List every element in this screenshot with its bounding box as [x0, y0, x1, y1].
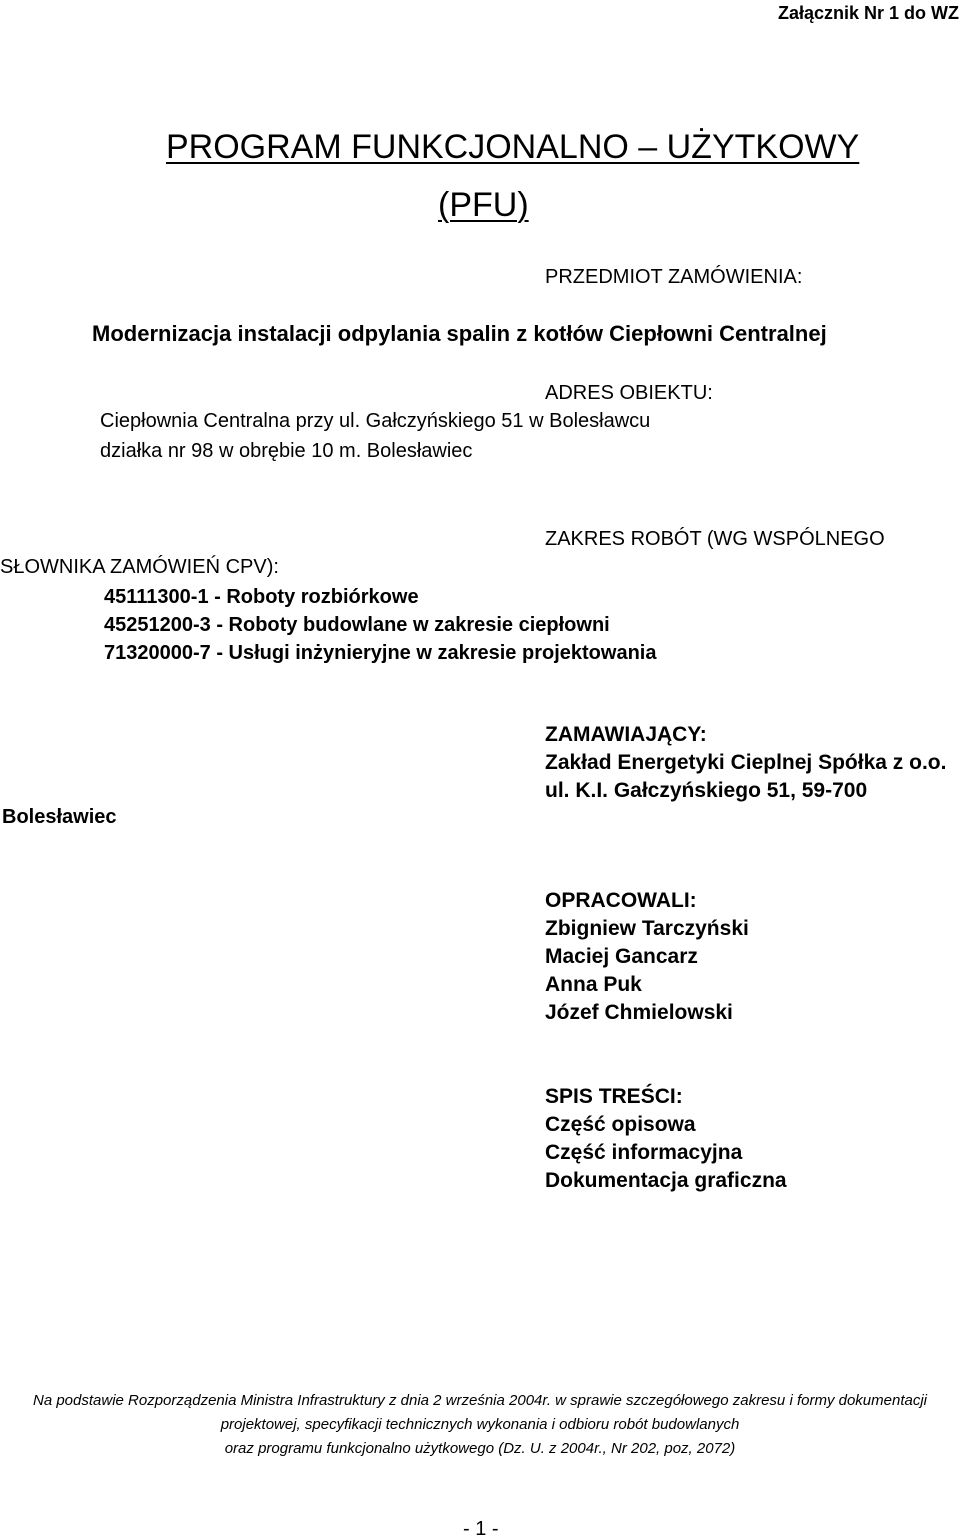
contents-item: Część opisowa — [545, 1113, 696, 1136]
address-line: Ciepłownia Centralna przy ul. Gałczyńskiego 51 w Bolesławcu — [100, 410, 651, 432]
cpv-item: 71320000-7 - Usługi inżynieryjne w zakresie projektowania — [104, 642, 657, 664]
author-name: Józef Chmielowski — [545, 1001, 733, 1024]
subject-label: PRZEDMIOT ZAMÓWIENIA: — [545, 266, 803, 288]
page-number: - 1 - — [463, 1518, 499, 1540]
contents-block — [545, 1083, 787, 1195]
ordering-party-name: Zakład Energetyki Cieplnej Spółka z o.o. — [545, 751, 947, 774]
subject-text: Modernizacja instalacji odpylania spalin z kotłów Ciepłowni Centralnej — [92, 321, 827, 346]
authors-label: OPRACOWALI: — [545, 889, 697, 912]
scope-label-cont: SŁOWNIKA ZAMÓWIEŃ CPV): — [0, 556, 279, 578]
legal-basis-line: oraz programu funkcjonalno użytkowego (Dz. U. z 2004r., Nr 202, poz, 2072) — [224, 1440, 736, 1457]
cpv-item: 45251200-3 - Roboty budowlane w zakresie ciepłowni — [104, 614, 610, 636]
contents-label: SPIS TREŚCI: — [545, 1085, 683, 1108]
ordering-party-label: ZAMAWIAJĄCY: — [545, 723, 707, 746]
page-subtitle: (PFU) — [438, 186, 529, 224]
author-name: Maciej Gancarz — [545, 945, 698, 968]
ordering-party-address: ul. K.I. Gałczyńskiego 51, 59-700 — [545, 779, 868, 802]
contents-item: Część informacyjna — [545, 1141, 743, 1164]
ordering-party-city: Bolesławiec — [2, 806, 117, 828]
legal-basis-line: projektowej, specyfikacji technicznych wykonania i odbioru robót budowlanych — [220, 1416, 740, 1433]
cpv-item: 45111300-1 - Roboty rozbiórkowe — [104, 586, 419, 608]
address-plot: działka nr 98 w obrębie 10 m. Bolesławiec — [100, 440, 473, 462]
legal-basis-line: Na podstawie Rozporządzenia Ministra Infrastruktury z dnia 2 września 2004r. w sprawie szczegółowego zakresu i formy dokumentacji — [32, 1392, 927, 1409]
author-name: Zbigniew Tarczyński — [545, 917, 749, 940]
annex-label: Załącznik Nr 1 do WZ — [778, 3, 960, 23]
scope-label: ZAKRES ROBÓT (WG WSPÓLNEGO — [545, 528, 885, 550]
address-label: ADRES OBIEKTU: — [545, 382, 713, 404]
contents-item: Dokumentacja graficzna — [545, 1169, 787, 1192]
authors-block — [545, 887, 749, 1027]
author-name: Anna Puk — [545, 973, 642, 996]
ordering-party-block — [545, 721, 946, 805]
page-title: PROGRAM FUNKCJONALNO – UŻYTKOWY — [166, 128, 860, 166]
